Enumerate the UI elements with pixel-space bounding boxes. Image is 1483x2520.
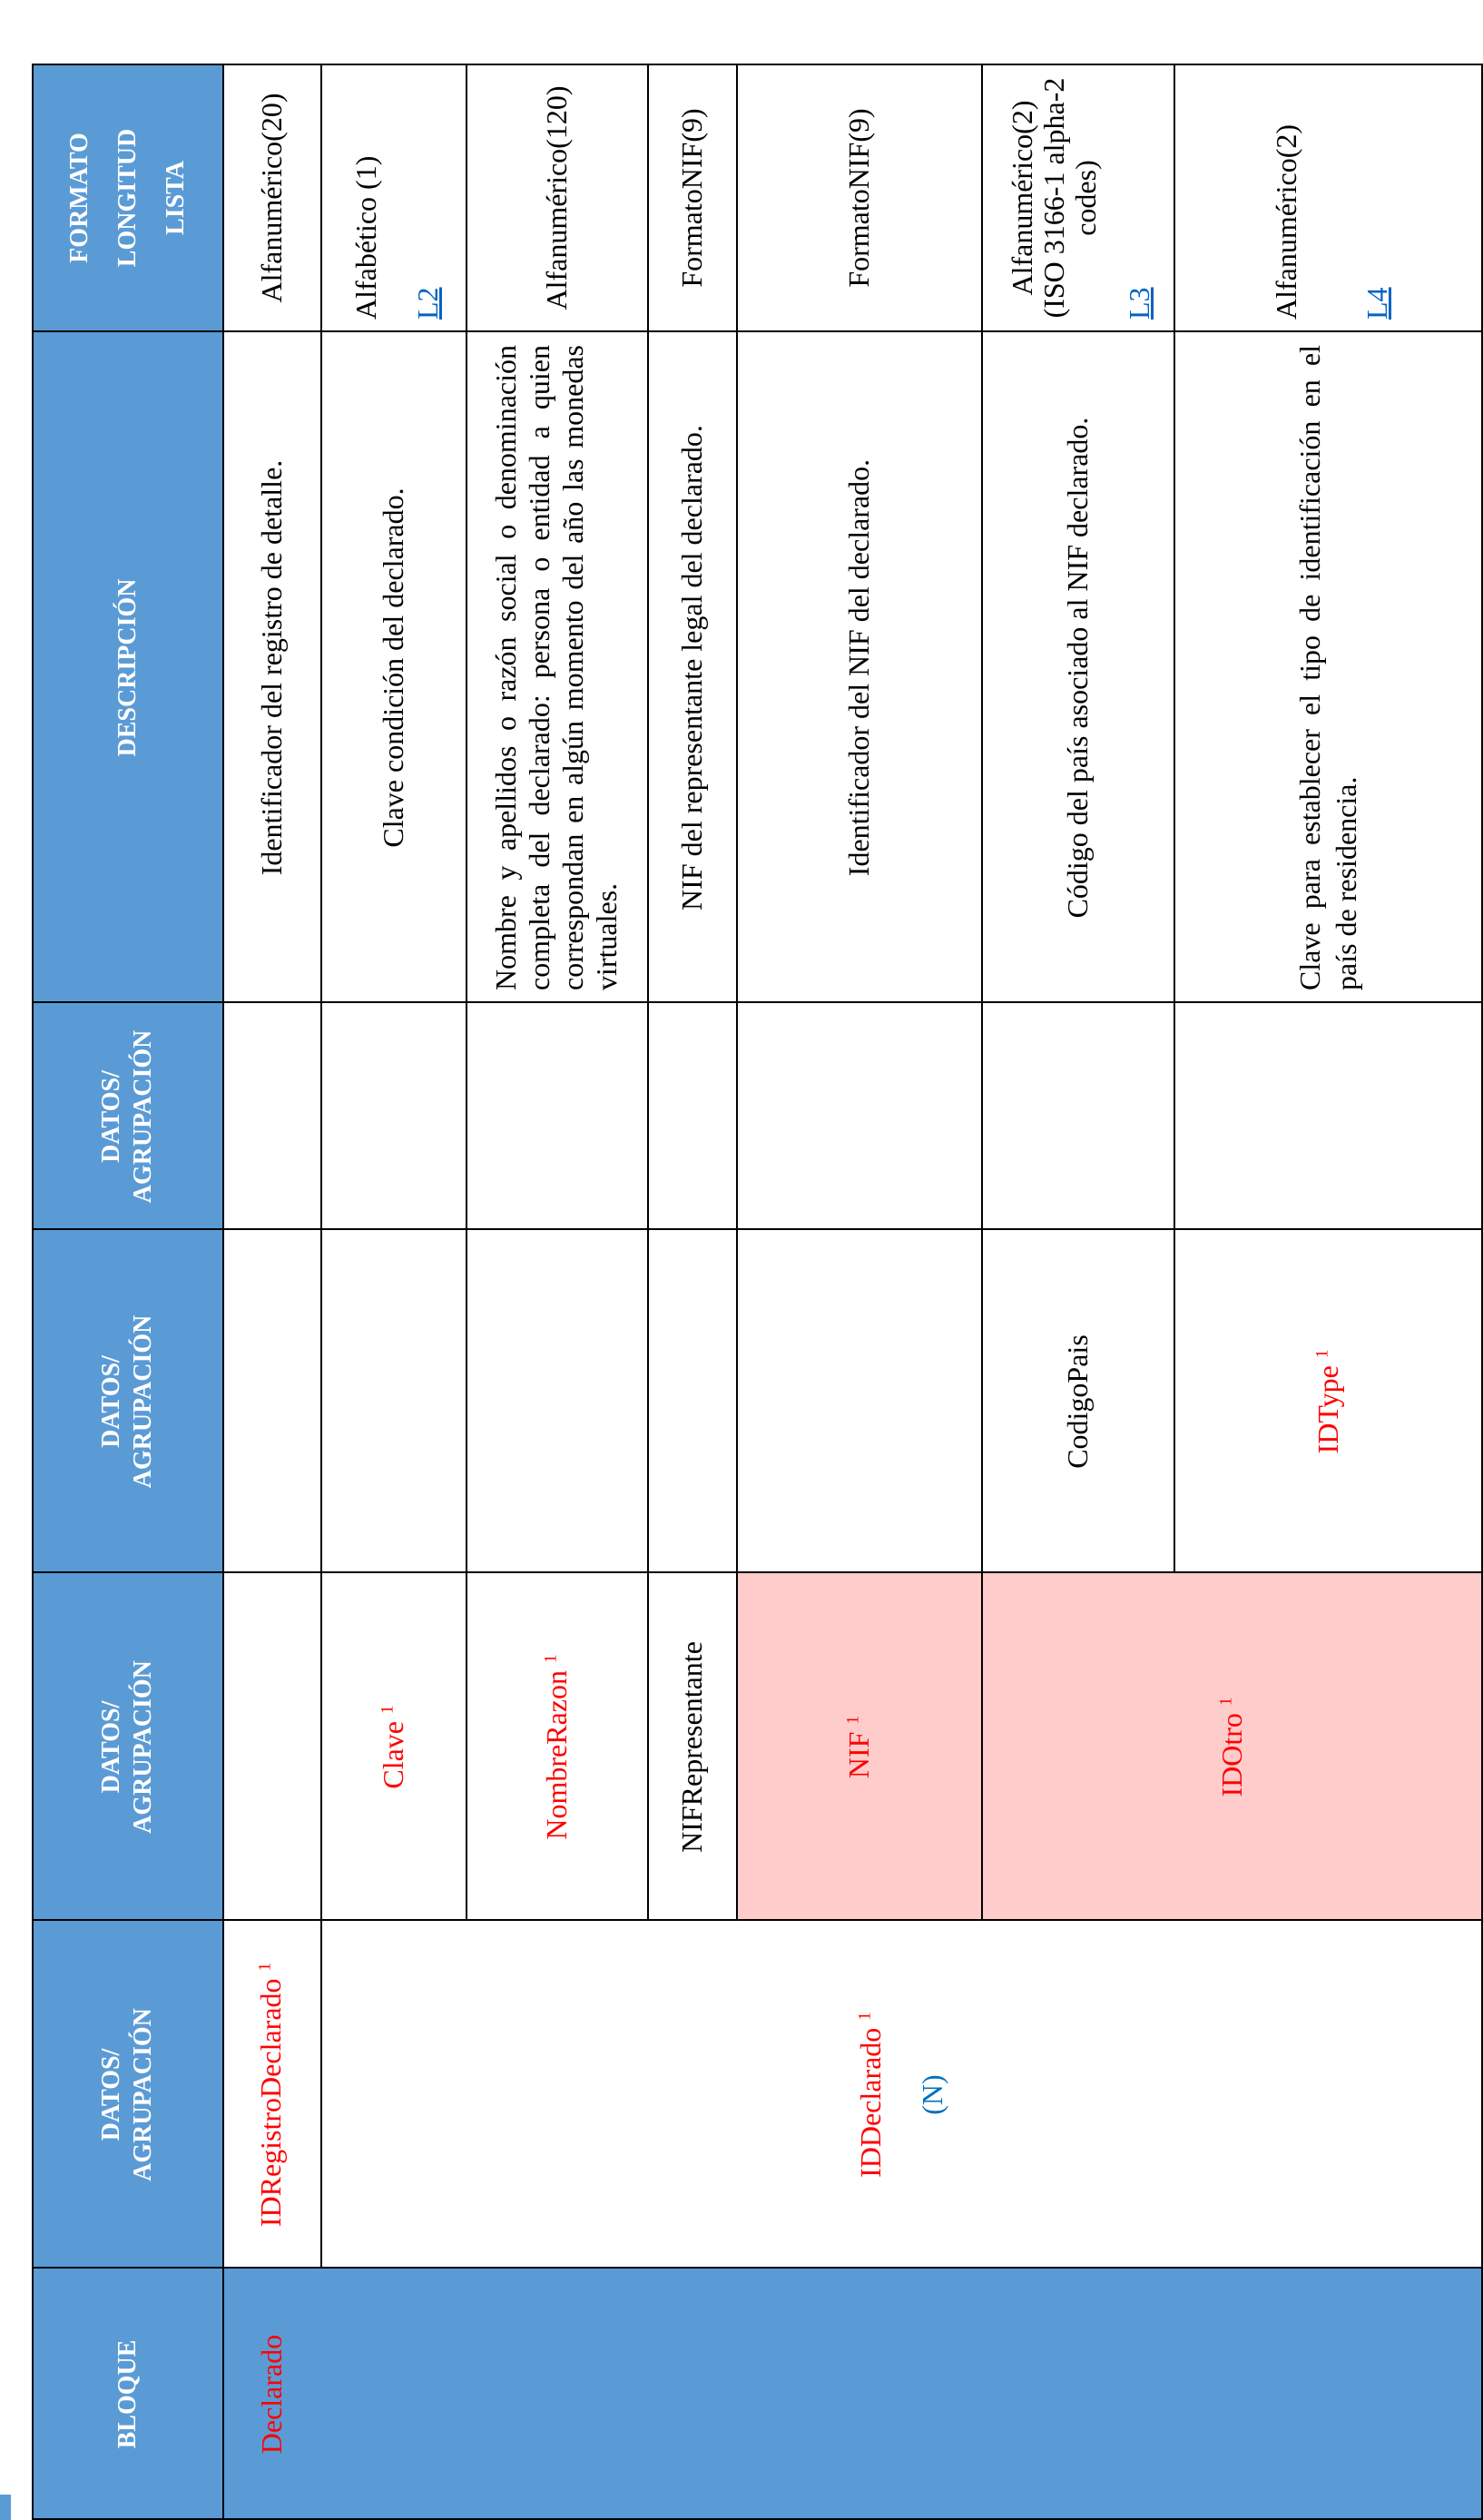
- formato-row-1-text: Alfanumérico(20): [255, 93, 288, 303]
- formato-row-3-text: Alfanumérico(120): [540, 85, 573, 310]
- field-clave: [320, 1573, 466, 1921]
- formato-row-2-text: Alfabético (1): [349, 155, 382, 320]
- grid-line: [32, 1001, 1483, 1003]
- formato-row-3: [466, 64, 647, 332]
- field-nombre-razon: [466, 1573, 647, 1921]
- header-datos-2: [32, 1573, 222, 1921]
- desc-row-2-text: Clave condición del declarado.: [377, 487, 409, 848]
- grid-line: [981, 64, 983, 1921]
- field-nif-representante-label: NIFRepresentante: [675, 1641, 708, 1853]
- header-datos-line2: AGRUPACIÓN: [129, 2008, 157, 2181]
- formato-row-7-list-link[interactable]: L4: [1360, 287, 1393, 320]
- formato-row-4-text: FormatoNIF(9): [675, 108, 708, 288]
- field-nombre-razon-label: NombreRazon: [540, 1670, 573, 1840]
- grid-line: [32, 2267, 1483, 2269]
- header-datos-line1: DATOS/: [97, 1355, 125, 1448]
- grid-line: [32, 1571, 1483, 1573]
- desc-row-7: [1174, 332, 1482, 1003]
- header-datos-line2: AGRUPACIÓN: [129, 1660, 157, 1834]
- field-id-declarado: [320, 1921, 1482, 2269]
- field-id-otro-label: IDOtro: [1215, 1713, 1248, 1797]
- field-id-declarado-cardinality: (N): [916, 2074, 948, 2115]
- header-descripcion: [32, 332, 222, 1003]
- formato-row-5-text: FormatoNIF(9): [842, 108, 875, 288]
- desc-row-1-text: Identificador del registro de detalle.: [255, 459, 288, 876]
- grid-line: [320, 64, 322, 2269]
- grid-line: [466, 64, 467, 1921]
- footnote-mark: 1: [1312, 1349, 1332, 1359]
- field-nif-representante: [647, 1573, 736, 1921]
- desc-row-3: [466, 332, 647, 1003]
- formato-row-2-list-link[interactable]: L2: [411, 287, 444, 320]
- formato-row-7: [1174, 64, 1482, 332]
- desc-row-4: [647, 332, 736, 1003]
- field-id-type-label: IDType: [1311, 1365, 1344, 1454]
- header-datos-line2: AGRUPACIÓN: [129, 1029, 157, 1204]
- field-id-declarado-label: IDDeclarado: [854, 2027, 887, 2178]
- field-codigo-pais: [981, 1230, 1174, 1573]
- desc-row-3-text: Nombre y apellidos o razón social o denominación completa del declarado: persona o entidad a quien correspondan en algún momento del año las monedas virtuales.: [489, 345, 623, 990]
- header-formato: [32, 64, 222, 332]
- desc-row-5: [736, 332, 981, 1003]
- desc-row-7-text: Clave para establecer el tipo de identificación en el país de residencia.: [1293, 345, 1362, 990]
- bloque-cell-declarado: [222, 2269, 320, 2520]
- formato-row-6-text: Alfanumérico(2) (ISO 3166-1 alpha-2 codes): [1005, 77, 1102, 319]
- field-id-otro: [981, 1573, 1482, 1921]
- bloque-cell-empty: [320, 2269, 1482, 2520]
- header-formato-line2: LONGITUD: [113, 128, 142, 268]
- header-formato-line1: FORMATO: [64, 133, 93, 263]
- formato-row-6-list-link[interactable]: L3: [1123, 287, 1156, 320]
- header-formato-line3: LISTA: [161, 161, 190, 235]
- field-clave-label: Clave: [377, 1720, 409, 1789]
- grid-line: [32, 64, 34, 2520]
- field-id-registro-declarado: [222, 1921, 320, 2269]
- desc-row-6: [981, 332, 1174, 1003]
- desc-row-4-text: NIF del representante legal del declarado.: [675, 425, 708, 911]
- field-nif-label: NIF: [842, 1731, 875, 1779]
- grid-line: [647, 64, 649, 1921]
- grid-line: [222, 64, 224, 2520]
- group2-empty-r1: [222, 1573, 320, 1921]
- grid-line: [736, 64, 738, 1921]
- header-datos-line1: DATOS/: [97, 1070, 125, 1163]
- header-datos-line1: DATOS/: [97, 2048, 125, 2141]
- header-bloque-label: BLOQUE: [113, 2339, 142, 2449]
- header-datos-line1: DATOS/: [97, 1700, 125, 1794]
- grid-line: [32, 1228, 1483, 1230]
- formato-row-5: [736, 64, 981, 332]
- grid-line: [1174, 64, 1175, 1573]
- footnote-mark: 1: [1216, 1697, 1236, 1707]
- header-descripcion-label: DESCRIPCIÓN: [113, 578, 142, 757]
- header-bloque: [0, 2495, 11, 2520]
- footnote-mark: 1: [255, 1962, 275, 1972]
- formato-row-7-text: Alfanumérico(2): [1270, 123, 1302, 320]
- footnote-mark: 1: [541, 1654, 561, 1663]
- bloque-name: Declarado: [255, 2334, 288, 2455]
- desc-row-1: [222, 332, 320, 1003]
- footnote-mark: 1: [855, 2012, 875, 2021]
- header-datos-4: [32, 1003, 222, 1230]
- formato-row-2: [320, 64, 466, 332]
- formato-row-6: [981, 64, 1174, 332]
- header-datos-1: [32, 1921, 222, 2269]
- field-nif: [736, 1573, 981, 1921]
- footnote-mark: 1: [843, 1715, 863, 1725]
- grid-line: [32, 1919, 1483, 1921]
- field-id-registro-declarado-label: IDRegistroDeclarado: [254, 1978, 288, 2228]
- header-datos-3: [32, 1230, 222, 1573]
- header-bloque-cell: [32, 2269, 222, 2520]
- formato-row-4: [647, 64, 736, 332]
- grid-line: [32, 64, 1483, 65]
- desc-row-6-text: Código del país asociado al NIF declarado.: [1061, 417, 1094, 919]
- grid-line: [32, 330, 1483, 332]
- desc-row-5-text: Identificador del NIF del declarado.: [842, 458, 875, 877]
- header-datos-line2: AGRUPACIÓN: [129, 1314, 157, 1489]
- desc-row-2: [320, 332, 466, 1003]
- field-id-type: [1174, 1230, 1482, 1573]
- field-codigo-pais-label: CodigoPais: [1061, 1334, 1094, 1469]
- footnote-mark: 1: [378, 1705, 398, 1714]
- formato-row-1: [222, 64, 320, 332]
